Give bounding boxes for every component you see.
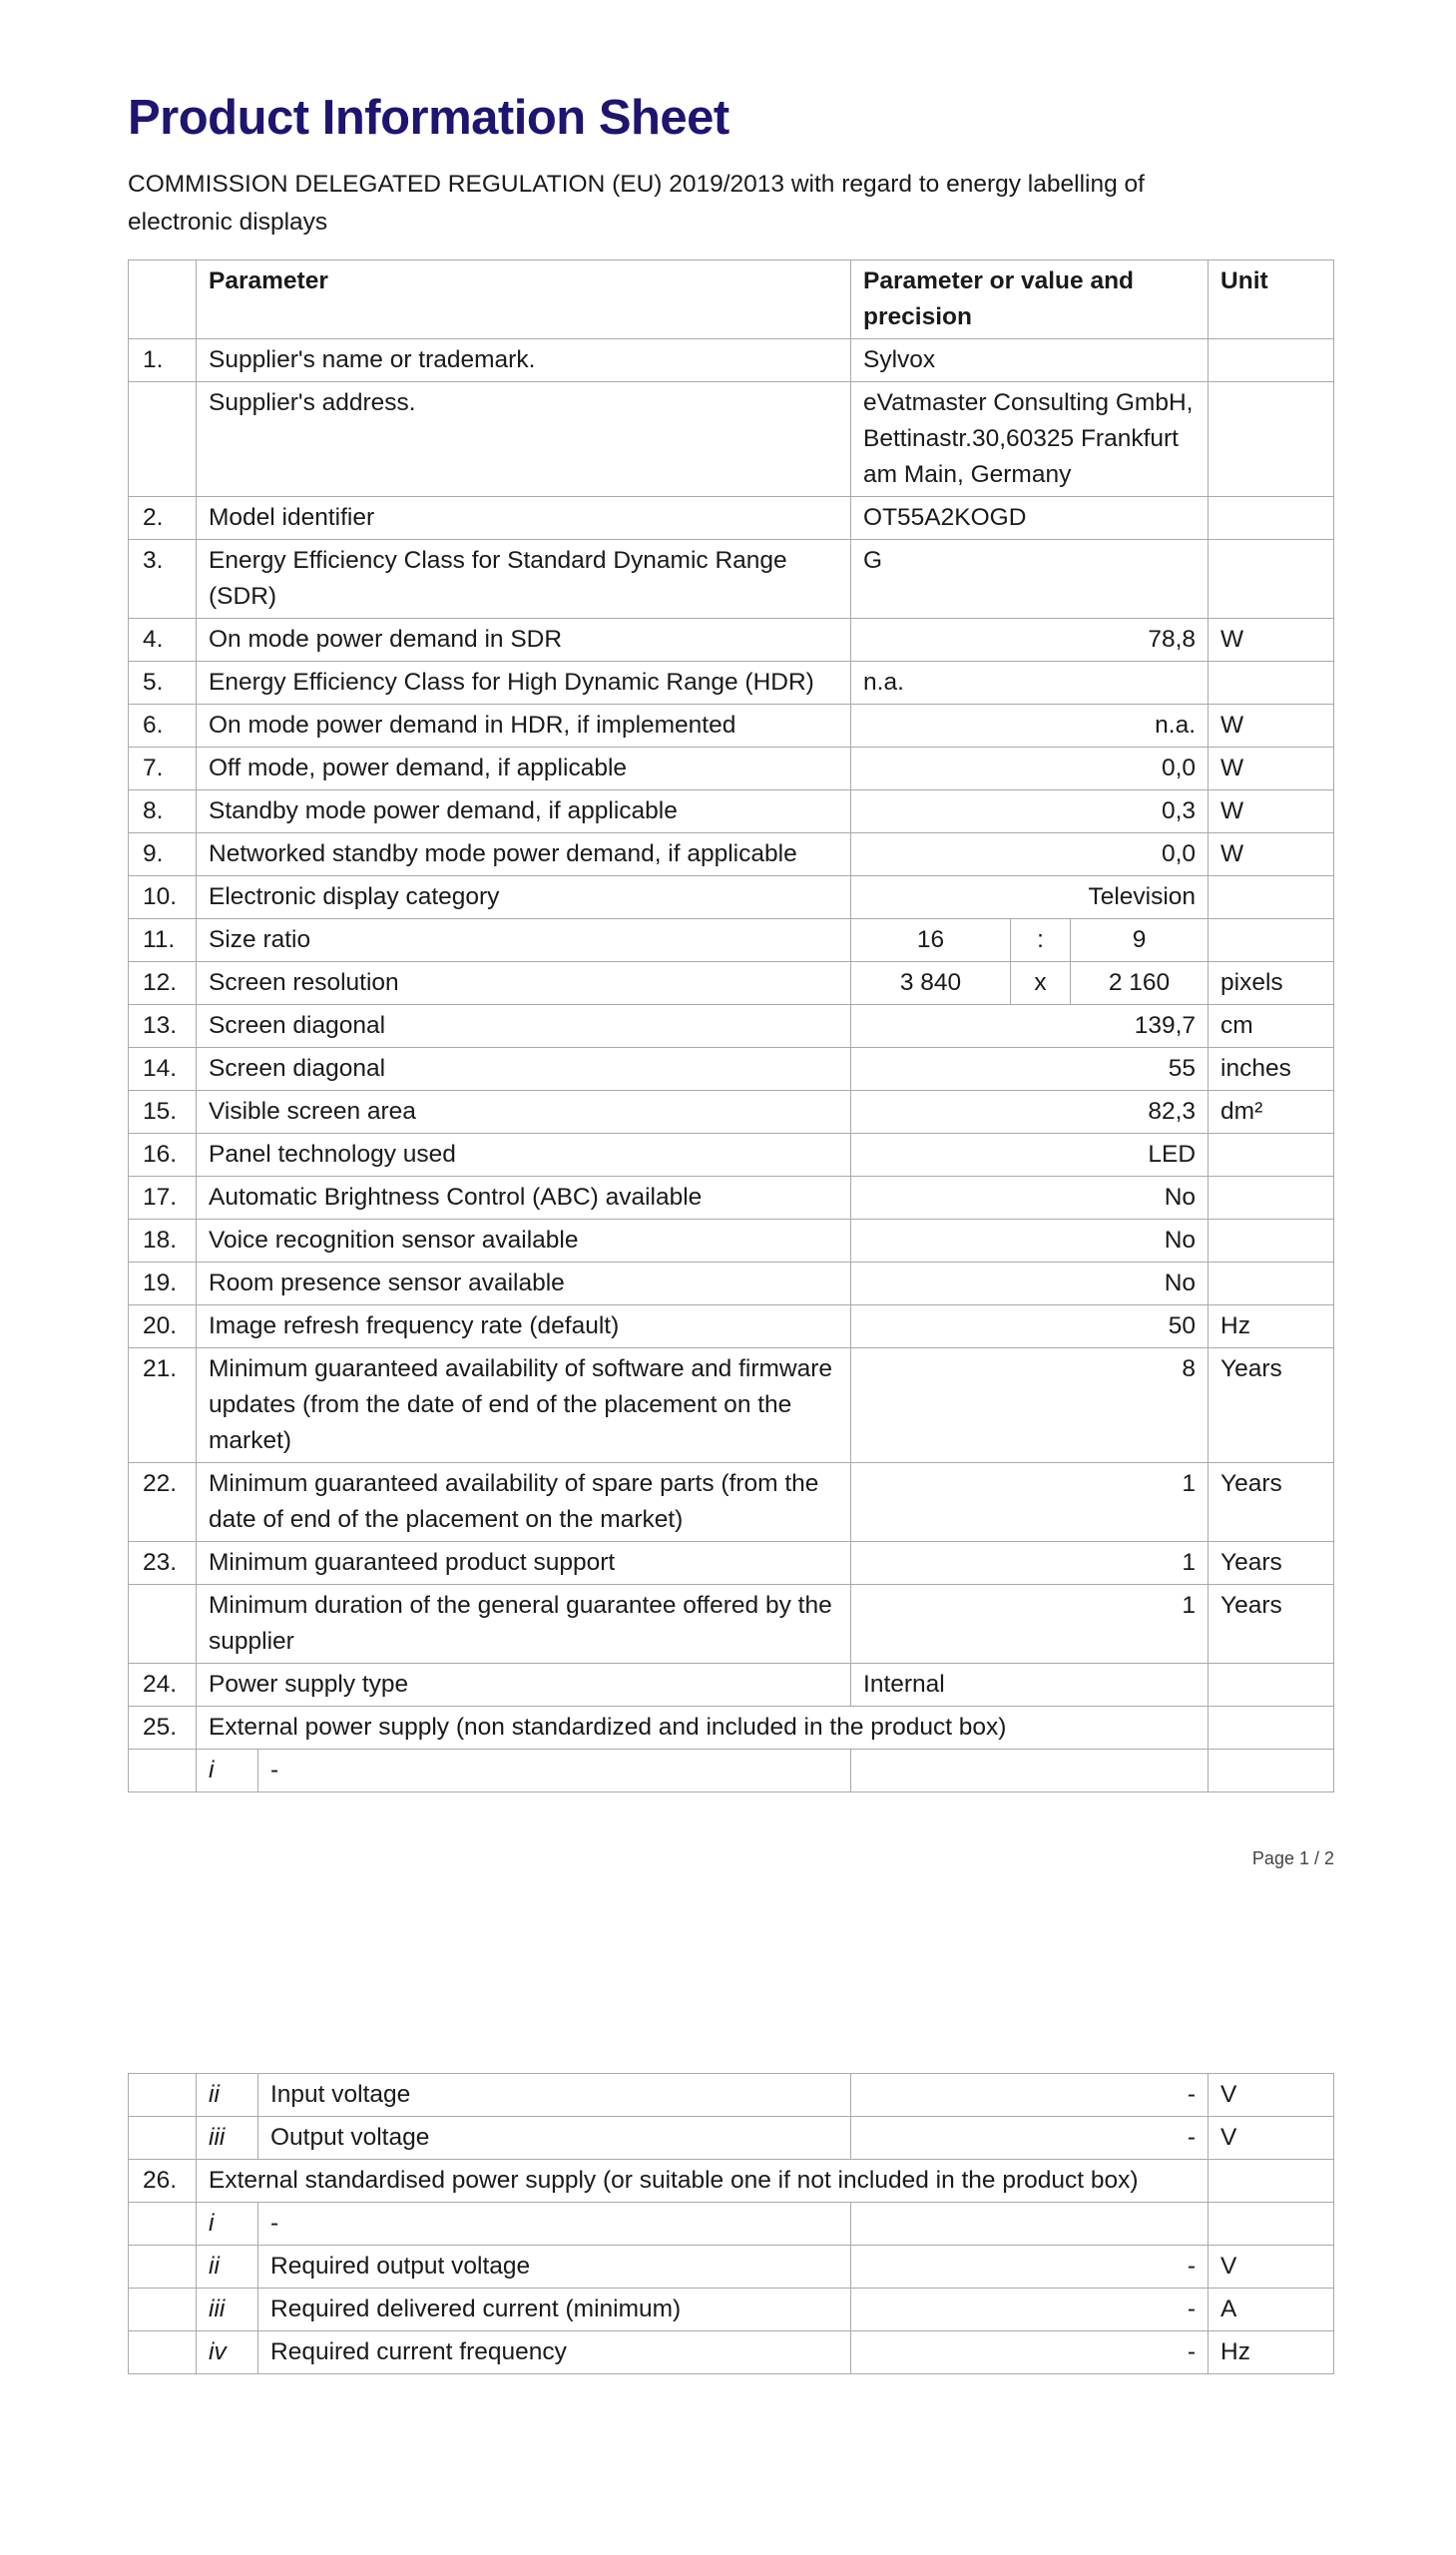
- table-row: [129, 961, 1334, 1004]
- table-row: [129, 1304, 1334, 1347]
- parameter-cell: Screen resolution: [197, 961, 851, 1004]
- roman-numeral-cell: ii: [197, 2245, 258, 2288]
- value-cell: n.a.: [851, 704, 1209, 747]
- table-row: [129, 2159, 1334, 2202]
- value-cell: Internal: [851, 1663, 1209, 1706]
- value-cell: No: [851, 1219, 1209, 1262]
- value-right-cell: 9: [1071, 918, 1209, 961]
- parameter-cell: Electronic display category: [197, 875, 851, 918]
- regulation-subtitle: COMMISSION DELEGATED REGULATION (EU) 2019/2013 with regard to energy labelling of electronic displays: [128, 170, 1145, 236]
- table-row: [129, 1004, 1334, 1047]
- unit-cell: inches: [1209, 1047, 1334, 1090]
- header-unit-cell: Unit: [1209, 259, 1334, 338]
- value-left-cell: 3 840: [851, 961, 1011, 1004]
- unit-cell: W: [1209, 789, 1334, 832]
- table-row: [129, 875, 1334, 918]
- table-row: [129, 2116, 1334, 2159]
- value-cell: 50: [851, 1304, 1209, 1347]
- unit-cell: W: [1209, 747, 1334, 789]
- table-row: [129, 1262, 1334, 1304]
- table-row: [129, 338, 1334, 381]
- value-cell: LED: [851, 1133, 1209, 1176]
- table-row: [129, 1663, 1334, 1706]
- header-value-cell: Parameter or value and precision: [851, 259, 1209, 338]
- value-cell: -: [851, 2073, 1209, 2116]
- value-cell: 1: [851, 1584, 1209, 1663]
- unit-cell: Years: [1209, 1541, 1334, 1584]
- row-number-cell: 24.: [129, 1663, 197, 1706]
- value-cell: 0,0: [851, 832, 1209, 875]
- table-row: [129, 2330, 1334, 2373]
- unit-cell: Hz: [1209, 2330, 1334, 2373]
- table-row: [129, 1047, 1334, 1090]
- unit-cell: [1209, 918, 1334, 961]
- table-row: [129, 832, 1334, 875]
- unit-cell: [1209, 381, 1334, 496]
- parameter-cell: Panel technology used: [197, 1133, 851, 1176]
- value-cell: Sylvox: [851, 338, 1209, 381]
- value-left-cell: 16: [851, 918, 1011, 961]
- table-row: [129, 2202, 1334, 2245]
- roman-numeral-cell: ii: [197, 2073, 258, 2116]
- unit-cell: [1209, 1176, 1334, 1219]
- table-row: [129, 1541, 1334, 1584]
- parameter-cell: On mode power demand in HDR, if implemented: [197, 704, 851, 747]
- parameter-cell: Minimum duration of the general guarantee offered by the supplier: [197, 1584, 851, 1663]
- table-row: [129, 661, 1334, 704]
- parameter-cell: Screen diagonal: [197, 1047, 851, 1090]
- table-row: [129, 2073, 1334, 2116]
- product-info-table-page2: [128, 2073, 1334, 2374]
- document-page: [128, 0, 1334, 2374]
- parameter-cell: Image refresh frequency rate (default): [197, 1304, 851, 1347]
- row-number-cell: 1.: [129, 338, 197, 381]
- table-row: [129, 1706, 1334, 1749]
- unit-cell: [1209, 338, 1334, 381]
- row-number-cell: 15.: [129, 1090, 197, 1133]
- row-number-cell: 8.: [129, 789, 197, 832]
- row-number-cell: 2.: [129, 496, 197, 539]
- header-num-cell: [129, 259, 197, 338]
- row-number-cell: [129, 2116, 197, 2159]
- unit-cell: [1209, 2159, 1334, 2202]
- unit-cell: Years: [1209, 1584, 1334, 1663]
- parameter-cell: Room presence sensor available: [197, 1262, 851, 1304]
- unit-cell: cm: [1209, 1004, 1334, 1047]
- parameter-cell: On mode power demand in SDR: [197, 618, 851, 661]
- table-row: [129, 1347, 1334, 1462]
- parameter-cell: Supplier's name or trademark.: [197, 338, 851, 381]
- row-number-cell: 5.: [129, 661, 197, 704]
- roman-numeral-cell: i: [197, 2202, 258, 2245]
- unit-cell: [1209, 875, 1334, 918]
- value-cell: No: [851, 1262, 1209, 1304]
- value-cell: 78,8: [851, 618, 1209, 661]
- parameter-cell: Minimum guaranteed product support: [197, 1541, 851, 1584]
- row-number-cell: [129, 381, 197, 496]
- row-number-cell: 12.: [129, 961, 197, 1004]
- page-number: Page 1 / 2: [1251, 1847, 1334, 1868]
- unit-cell: Years: [1209, 1347, 1334, 1462]
- value-cell: [851, 2202, 1209, 2245]
- unit-cell: [1209, 1262, 1334, 1304]
- table-row: [129, 1090, 1334, 1133]
- unit-cell: [1209, 1706, 1334, 1749]
- value-cell: 1: [851, 1462, 1209, 1541]
- parameter-cell: Automatic Brightness Control (ABC) available: [197, 1176, 851, 1219]
- unit-cell: [1209, 1219, 1334, 1262]
- sub-label-cell: -: [258, 1749, 851, 1791]
- value-cell: 8: [851, 1347, 1209, 1462]
- unit-cell: [1209, 2202, 1334, 2245]
- value-cell: 82,3: [851, 1090, 1209, 1133]
- value-right-cell: 2 160: [1071, 961, 1209, 1004]
- unit-cell: pixels: [1209, 961, 1334, 1004]
- row-number-cell: 21.: [129, 1347, 197, 1462]
- table-row: [129, 1462, 1334, 1541]
- value-cell: n.a.: [851, 661, 1209, 704]
- parameter-cell: Minimum guaranteed availability of software and firmware updates (from the date of end of the placement on the market): [197, 1347, 851, 1462]
- row-number-cell: [129, 2202, 197, 2245]
- table-row: [129, 747, 1334, 789]
- value-separator-cell: x: [1011, 961, 1071, 1004]
- parameter-cell: Off mode, power demand, if applicable: [197, 747, 851, 789]
- unit-cell: V: [1209, 2245, 1334, 2288]
- unit-cell: W: [1209, 618, 1334, 661]
- value-cell: Television: [851, 875, 1209, 918]
- row-number-cell: 11.: [129, 918, 197, 961]
- row-number-cell: [129, 1584, 197, 1663]
- table-row: [129, 1219, 1334, 1262]
- row-number-cell: 7.: [129, 747, 197, 789]
- row-number-cell: 22.: [129, 1462, 197, 1541]
- table-row: [129, 1749, 1334, 1791]
- span-text-cell: External standardised power supply (or suitable one if not included in the product box): [197, 2159, 1209, 2202]
- parameter-cell: Power supply type: [197, 1663, 851, 1706]
- value-cell: -: [851, 2288, 1209, 2330]
- table-row: [129, 381, 1334, 496]
- unit-cell: [1209, 661, 1334, 704]
- row-number-cell: 14.: [129, 1047, 197, 1090]
- parameter-cell: Visible screen area: [197, 1090, 851, 1133]
- unit-cell: Hz: [1209, 1304, 1334, 1347]
- value-cell: -: [851, 2116, 1209, 2159]
- parameter-cell: Size ratio: [197, 918, 851, 961]
- span-text-cell: External power supply (non standardized and included in the product box): [197, 1706, 1209, 1749]
- sub-label-cell: Output voltage: [258, 2116, 851, 2159]
- value-cell: 139,7: [851, 1004, 1209, 1047]
- parameter-cell: Networked standby mode power demand, if applicable: [197, 832, 851, 875]
- unit-cell: Years: [1209, 1462, 1334, 1541]
- value-separator-cell: :: [1011, 918, 1071, 961]
- unit-cell: [1209, 1749, 1334, 1791]
- row-number-cell: 25.: [129, 1706, 197, 1749]
- value-cell: [851, 1749, 1209, 1791]
- page-title: Product Information Sheet: [128, 91, 729, 145]
- roman-numeral-cell: iii: [197, 2116, 258, 2159]
- table-row: [129, 2245, 1334, 2288]
- unit-cell: V: [1209, 2073, 1334, 2116]
- value-cell: eVatmaster Consulting GmbH, Bettinastr.30,60325 Frankfurt am Main, Germany: [851, 381, 1209, 496]
- table-row: [129, 2288, 1334, 2330]
- row-number-cell: 13.: [129, 1004, 197, 1047]
- value-cell: 55: [851, 1047, 1209, 1090]
- row-number-cell: 26.: [129, 2159, 197, 2202]
- row-number-cell: [129, 2288, 197, 2330]
- product-info-table-page1: [128, 259, 1334, 1792]
- header-parameter-cell: Parameter: [197, 259, 851, 338]
- table-row: [129, 789, 1334, 832]
- unit-cell: [1209, 539, 1334, 618]
- row-number-cell: 10.: [129, 875, 197, 918]
- table-row: [129, 704, 1334, 747]
- parameter-cell: Minimum guaranteed availability of spare parts (from the date of end of the placement on the market): [197, 1462, 851, 1541]
- roman-numeral-cell: iii: [197, 2288, 258, 2330]
- table-row: [129, 918, 1334, 961]
- sub-label-cell: Required current frequency: [258, 2330, 851, 2373]
- parameter-cell: Energy Efficiency Class for Standard Dynamic Range (SDR): [197, 539, 851, 618]
- parameter-cell: Standby mode power demand, if applicable: [197, 789, 851, 832]
- row-number-cell: 18.: [129, 1219, 197, 1262]
- row-number-cell: 4.: [129, 618, 197, 661]
- table-row: [129, 496, 1334, 539]
- table-row: [129, 1584, 1334, 1663]
- table-row: [129, 539, 1334, 618]
- table-row: [129, 618, 1334, 661]
- parameter-cell: Model identifier: [197, 496, 851, 539]
- value-cell: 0,0: [851, 747, 1209, 789]
- row-number-cell: 16.: [129, 1133, 197, 1176]
- row-number-cell: 19.: [129, 1262, 197, 1304]
- unit-cell: A: [1209, 2288, 1334, 2330]
- row-number-cell: 23.: [129, 1541, 197, 1584]
- parameter-cell: Supplier's address.: [197, 381, 851, 496]
- row-number-cell: [129, 2245, 197, 2288]
- value-cell: OT55A2KOGD: [851, 496, 1209, 539]
- sub-label-cell: Required delivered current (minimum): [258, 2288, 851, 2330]
- unit-cell: dm²: [1209, 1090, 1334, 1133]
- row-number-cell: 9.: [129, 832, 197, 875]
- unit-cell: [1209, 1133, 1334, 1176]
- unit-cell: W: [1209, 704, 1334, 747]
- row-number-cell: [129, 2330, 197, 2373]
- value-cell: 0,3: [851, 789, 1209, 832]
- row-number-cell: 6.: [129, 704, 197, 747]
- table-row: [129, 1133, 1334, 1176]
- parameter-cell: Voice recognition sensor available: [197, 1219, 851, 1262]
- unit-cell: [1209, 496, 1334, 539]
- table-row: [129, 1176, 1334, 1219]
- sub-label-cell: Required output voltage: [258, 2245, 851, 2288]
- unit-cell: [1209, 1663, 1334, 1706]
- value-cell: -: [851, 2245, 1209, 2288]
- row-number-cell: 17.: [129, 1176, 197, 1219]
- roman-numeral-cell: i: [197, 1749, 258, 1791]
- unit-cell: W: [1209, 832, 1334, 875]
- parameter-cell: Energy Efficiency Class for High Dynamic Range (HDR): [197, 661, 851, 704]
- value-cell: G: [851, 539, 1209, 618]
- unit-cell: V: [1209, 2116, 1334, 2159]
- row-number-cell: [129, 2073, 197, 2116]
- roman-numeral-cell: iv: [197, 2330, 258, 2373]
- value-cell: No: [851, 1176, 1209, 1219]
- value-cell: 1: [851, 1541, 1209, 1584]
- value-cell: -: [851, 2330, 1209, 2373]
- sub-label-cell: -: [258, 2202, 851, 2245]
- table-header-row: [129, 259, 1334, 338]
- parameter-cell: Screen diagonal: [197, 1004, 851, 1047]
- row-number-cell: 20.: [129, 1304, 197, 1347]
- row-number-cell: [129, 1749, 197, 1791]
- sub-label-cell: Input voltage: [258, 2073, 851, 2116]
- row-number-cell: 3.: [129, 539, 197, 618]
